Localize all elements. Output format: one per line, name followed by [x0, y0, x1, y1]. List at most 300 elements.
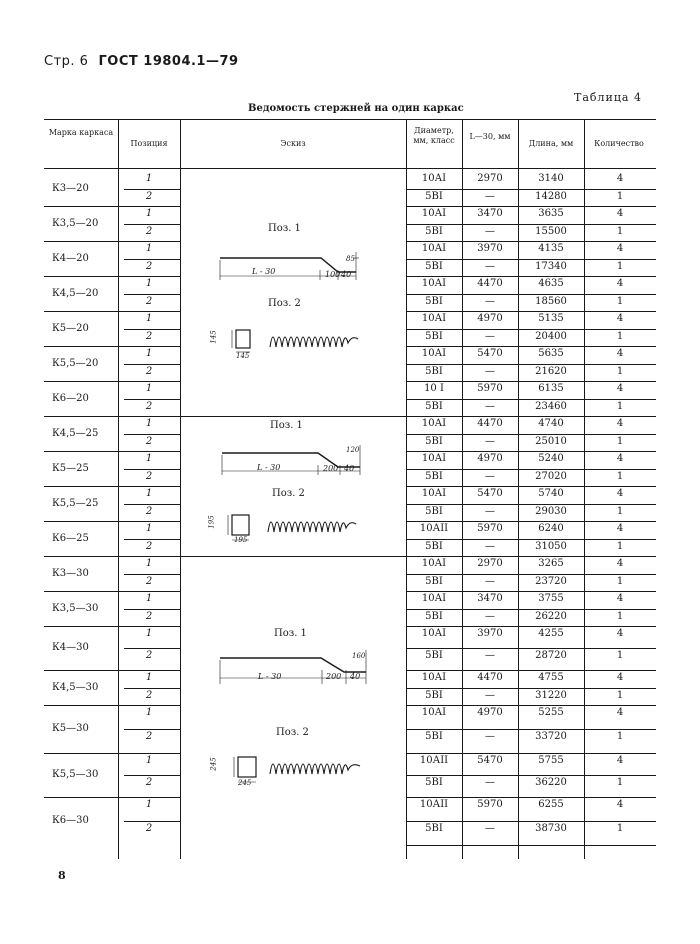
l30-cell: 4970 [477, 313, 503, 324]
row-rule [44, 797, 180, 798]
l30-cell: — [485, 295, 495, 307]
frame-mark: К6—25 [52, 532, 89, 544]
position-cell: 2 [145, 540, 153, 552]
length-cell: 4635 [538, 278, 564, 289]
header-l30: L—30, мм [469, 132, 511, 141]
length-cell: 33720 [535, 731, 567, 742]
page-prefix: Стр. 6 [44, 54, 89, 69]
diameter-cell: 5ВI [425, 365, 443, 377]
l30-cell: 3970 [477, 628, 503, 639]
sketch3-length-label: L - 30 [258, 672, 282, 681]
diameter-cell: 5ВI [425, 190, 443, 202]
l30-cell: — [485, 190, 495, 202]
length-cell: 6255 [538, 799, 564, 810]
position-cell: 1 [145, 558, 153, 569]
quantity-cell: 1 [616, 823, 624, 834]
position-cell: 1 [145, 523, 153, 534]
length-cell: 18560 [535, 295, 567, 307]
row-rule [44, 276, 180, 277]
diameter-cell: 5ВI [425, 260, 443, 272]
position-cell: 2 [145, 400, 153, 412]
length-cell: 6135 [538, 383, 564, 394]
diameter-cell: 5ВI [425, 777, 443, 788]
l30-cell: — [485, 650, 495, 661]
row-rule [406, 276, 656, 277]
sketch3-spiral [220, 752, 380, 794]
frame-mark: К4,5—25 [52, 427, 99, 439]
l30-cell: 5970 [477, 523, 503, 534]
sketch3-end-length: 40 [350, 672, 361, 681]
length-cell: 21620 [535, 365, 567, 377]
quantity-cell: 1 [616, 470, 624, 482]
quantity-cell: 1 [616, 400, 624, 412]
quantity-cell: 1 [616, 575, 624, 587]
l30-cell: — [485, 260, 495, 272]
diameter-cell: 5ВI [425, 225, 443, 237]
diameter-cell: 5ВI [425, 540, 443, 552]
row-rule [406, 775, 656, 776]
position-cell: 2 [145, 731, 153, 742]
diameter-cell: 10АII [419, 755, 449, 766]
sketch2-end-length: 40 [344, 464, 355, 473]
row-rule [406, 539, 656, 540]
row-rule [44, 451, 180, 452]
length-cell: 14280 [535, 190, 567, 202]
l30-cell: 3470 [477, 208, 503, 219]
frame-mark: К4,5—30 [52, 681, 99, 693]
quantity-cell: 1 [616, 190, 624, 202]
table-label: Таблица 4 [574, 91, 642, 104]
row-rule [406, 504, 656, 505]
quantity-cell: 1 [616, 225, 624, 237]
row-rule [124, 259, 180, 260]
quantity-cell: 4 [616, 383, 624, 394]
quantity-cell: 1 [616, 731, 624, 742]
length-cell: 5255 [538, 707, 564, 718]
frame-mark: К5,5—20 [52, 357, 99, 369]
row-rule [44, 206, 180, 207]
row-rule [406, 670, 656, 671]
row-rule [406, 729, 656, 730]
sketch3-pos2-label: Поз. 2 [276, 727, 309, 738]
row-rule [124, 821, 180, 822]
diameter-cell: 5ВI [425, 295, 443, 307]
row-rule [406, 609, 656, 610]
row-rule [124, 399, 180, 400]
l30-cell: — [485, 610, 495, 622]
row-rule [406, 329, 656, 330]
row-rule [406, 688, 656, 689]
row-rule [44, 670, 180, 671]
length-cell: 4755 [538, 672, 564, 683]
length-cell: 31220 [535, 689, 567, 701]
row-rule [406, 364, 656, 365]
sketch2-bend-length: 200 [323, 464, 339, 473]
row-rule [406, 626, 656, 627]
position-cell: 1 [145, 418, 153, 429]
diameter-cell: 10АII [419, 523, 449, 534]
row-rule [44, 381, 180, 382]
row-rule [406, 591, 656, 592]
row-rule [124, 224, 180, 225]
row-rule [406, 189, 656, 190]
frame-mark: К4—30 [52, 642, 89, 653]
quantity-cell: 1 [616, 650, 624, 661]
l30-cell: — [485, 575, 495, 587]
length-cell: 25010 [535, 435, 567, 447]
position-cell: 1 [145, 628, 153, 639]
row-rule [406, 241, 656, 242]
diameter-cell: 5ВI [425, 330, 443, 342]
diameter-cell: 10АI [421, 672, 447, 683]
row-rule [44, 521, 180, 522]
length-cell: 20400 [535, 330, 567, 342]
quantity-cell: 4 [616, 672, 624, 683]
position-cell: 1 [145, 707, 153, 718]
length-cell: 38730 [535, 823, 567, 834]
l30-cell: 2970 [477, 558, 503, 569]
position-cell: 2 [145, 777, 153, 788]
row-rule [406, 486, 656, 487]
row-rule [406, 346, 656, 347]
length-cell: 17340 [535, 260, 567, 272]
position-cell: 2 [145, 650, 153, 661]
header-quantity: Количество [594, 139, 644, 148]
row-rule [406, 399, 656, 400]
sketch1-end-length: 40 [341, 270, 352, 279]
row-rule [44, 311, 180, 312]
l30-cell: — [485, 470, 495, 482]
l30-cell: 5970 [477, 383, 503, 394]
l30-cell: — [485, 400, 495, 412]
frame-mark: К3,5—20 [52, 217, 99, 229]
quantity-cell: 1 [616, 540, 624, 552]
row-rule [406, 311, 656, 312]
diameter-cell: 5ВI [425, 400, 443, 412]
quantity-cell: 4 [616, 453, 624, 464]
row-rule [406, 574, 656, 575]
quantity-cell: 4 [616, 208, 624, 219]
diameter-cell: 10АI [421, 593, 447, 604]
row-rule [124, 294, 180, 295]
l30-cell: — [485, 540, 495, 552]
diameter-cell: 10АI [421, 243, 447, 254]
sketch2-pos1-label: Поз. 1 [270, 420, 303, 431]
position-cell: 2 [145, 470, 153, 482]
sketch1-pos1-label: Поз. 1 [268, 223, 301, 234]
row-rule [406, 434, 656, 435]
diameter-cell: 5ВI [425, 575, 443, 587]
diameter-cell: 10АI [421, 558, 447, 569]
length-cell: 28720 [535, 650, 567, 661]
l30-cell: 3470 [477, 593, 503, 604]
position-cell: 1 [145, 173, 153, 184]
standard-number: ГОСТ 19804.1—79 [98, 54, 239, 69]
row-rule [406, 705, 656, 706]
row-rule [406, 381, 656, 382]
length-cell: 5635 [538, 348, 564, 359]
sketch1-height: 85 [346, 255, 355, 263]
frame-mark: К3,5—30 [52, 602, 99, 614]
quantity-cell: 1 [616, 365, 624, 377]
sketch3-square-height: 245 [209, 757, 218, 771]
quantity-cell: 1 [616, 689, 624, 701]
quantity-cell: 4 [616, 173, 624, 184]
frame-mark: К5—30 [52, 723, 89, 734]
header-diameter: Диаметр, мм, класс [413, 126, 455, 145]
row-rule [44, 705, 180, 706]
page-number: 8 [58, 869, 66, 882]
table-header-rule [44, 168, 656, 169]
row-rule [124, 609, 180, 610]
header-sketch: Эскиз [280, 139, 306, 148]
table-title: Ведомость стержней на один каркас [248, 103, 464, 114]
length-cell: 3635 [538, 208, 564, 219]
quantity-cell: 1 [616, 777, 624, 788]
position-cell: 1 [145, 593, 153, 604]
position-cell: 1 [145, 488, 153, 499]
l30-cell: 2970 [477, 173, 503, 184]
length-cell: 27020 [535, 470, 567, 482]
position-cell: 2 [145, 505, 153, 517]
position-cell: 2 [145, 575, 153, 587]
sketch2-length-label: L - 30 [257, 463, 281, 472]
position-cell: 1 [145, 348, 153, 359]
position-cell: 2 [145, 225, 153, 237]
position-cell: 1 [145, 799, 153, 810]
l30-cell: — [485, 225, 495, 237]
quantity-cell: 1 [616, 330, 624, 342]
length-cell: 36220 [535, 777, 567, 788]
sketch3-height: 160 [352, 652, 366, 660]
length-cell: 3140 [538, 173, 564, 184]
header-length: Длина, мм [528, 139, 574, 148]
row-rule [44, 626, 180, 627]
length-cell: 4740 [538, 418, 564, 429]
quantity-cell: 1 [616, 505, 624, 517]
diameter-cell: 10АI [421, 208, 447, 219]
diameter-cell: 5ВI [425, 610, 443, 622]
row-rule [124, 648, 180, 649]
sketch3-pos1-label: Поз. 1 [274, 628, 307, 639]
frame-mark: К5—20 [52, 322, 89, 334]
diameter-cell: 10АI [421, 313, 447, 324]
position-cell: 1 [145, 313, 153, 324]
diameter-cell: 10АI [421, 453, 447, 464]
position-cell: 2 [145, 295, 153, 307]
row-rule [44, 416, 656, 417]
l30-cell: — [485, 731, 495, 742]
length-cell: 3755 [538, 593, 564, 604]
row-rule [44, 486, 180, 487]
length-cell: 29030 [535, 505, 567, 517]
l30-cell: — [485, 689, 495, 701]
position-cell: 1 [145, 672, 153, 683]
row-rule [406, 648, 656, 649]
length-cell: 15500 [535, 225, 567, 237]
quantity-cell: 4 [616, 593, 624, 604]
length-cell: 3265 [538, 558, 564, 569]
l30-cell: — [485, 823, 495, 834]
row-rule [406, 294, 656, 295]
position-cell: 2 [145, 823, 153, 834]
l30-cell: — [485, 435, 495, 447]
row-rule [406, 797, 656, 798]
length-cell: 31050 [535, 540, 567, 552]
quantity-cell: 4 [616, 523, 624, 534]
quantity-cell: 4 [616, 488, 624, 499]
frame-mark: К5,5—30 [52, 769, 99, 780]
position-cell: 2 [145, 365, 153, 377]
frame-mark: К4,5—20 [52, 287, 99, 299]
row-rule [44, 556, 656, 557]
row-rule [406, 521, 656, 522]
frame-mark: К6—30 [52, 815, 89, 826]
l30-cell: 5970 [477, 799, 503, 810]
quantity-cell: 4 [616, 278, 624, 289]
sketch2-spiral [218, 510, 378, 550]
length-cell: 26220 [535, 610, 567, 622]
l30-cell: 4470 [477, 418, 503, 429]
quantity-cell: 1 [616, 610, 624, 622]
position-cell: 2 [145, 435, 153, 447]
length-cell: 23460 [535, 400, 567, 412]
diameter-cell: 5ВI [425, 505, 443, 517]
row-rule [124, 729, 180, 730]
diameter-cell: 10 I [424, 383, 444, 394]
quantity-cell: 4 [616, 799, 624, 810]
length-cell: 23720 [535, 575, 567, 587]
position-cell: 2 [145, 610, 153, 622]
row-rule [44, 591, 180, 592]
quantity-cell: 1 [616, 435, 624, 447]
sketch2-height: 120 [346, 446, 360, 454]
row-rule [124, 775, 180, 776]
quantity-cell: 1 [616, 260, 624, 272]
diameter-cell: 5ВI [425, 435, 443, 447]
length-cell: 6240 [538, 523, 564, 534]
row-rule [124, 504, 180, 505]
position-cell: 1 [145, 208, 153, 219]
frame-mark: К4—20 [52, 252, 89, 264]
quantity-cell: 4 [616, 755, 624, 766]
diameter-cell: 10АI [421, 628, 447, 639]
row-rule [124, 434, 180, 435]
diameter-cell: 10АII [419, 799, 449, 810]
row-rule [44, 753, 180, 754]
length-cell: 4135 [538, 243, 564, 254]
diameter-cell: 10АI [421, 173, 447, 184]
diameter-cell: 10АI [421, 488, 447, 499]
quantity-cell: 4 [616, 243, 624, 254]
diameter-cell: 10АI [421, 418, 447, 429]
frame-mark: К6—20 [52, 392, 89, 404]
l30-cell: 4970 [477, 707, 503, 718]
diameter-cell: 10АI [421, 348, 447, 359]
diameter-cell: 5ВI [425, 470, 443, 482]
page-header [44, 54, 239, 69]
diameter-cell: 5ВI [425, 689, 443, 701]
quantity-cell: 4 [616, 348, 624, 359]
l30-cell: 4470 [477, 278, 503, 289]
row-rule [124, 364, 180, 365]
row-rule [124, 189, 180, 190]
quantity-cell: 4 [616, 628, 624, 639]
row-rule [406, 224, 656, 225]
sketch2-square-width: 195 [234, 536, 248, 544]
quantity-cell: 1 [616, 295, 624, 307]
sketch1-pos2-label: Поз. 2 [268, 298, 301, 309]
sketch1-bend-length: 100 [325, 270, 341, 279]
quantity-cell: 4 [616, 418, 624, 429]
diameter-cell: 5ВI [425, 731, 443, 742]
l30-cell: — [485, 777, 495, 788]
row-rule [124, 469, 180, 470]
diameter-cell: 10АI [421, 707, 447, 718]
length-cell: 4255 [538, 628, 564, 639]
sketch2-pos2-label: Поз. 2 [272, 488, 305, 499]
frame-mark: К3—30 [52, 567, 89, 579]
header-position: Позиция [130, 139, 168, 148]
quantity-cell: 4 [616, 707, 624, 718]
position-cell: 1 [145, 755, 153, 766]
diameter-cell: 5ВI [425, 650, 443, 661]
l30-cell: — [485, 365, 495, 377]
position-cell: 1 [145, 243, 153, 254]
row-rule [124, 574, 180, 575]
header-mark: Марка каркаса [48, 128, 114, 137]
position-cell: 1 [145, 453, 153, 464]
l30-cell: 5470 [477, 755, 503, 766]
length-cell: 5755 [538, 755, 564, 766]
l30-cell: 4970 [477, 453, 503, 464]
sketch1-square-width: 145 [236, 352, 250, 360]
row-rule [124, 329, 180, 330]
row-rule [406, 259, 656, 260]
frame-mark: К5,5—25 [52, 497, 99, 509]
position-cell: 2 [145, 190, 153, 202]
l30-cell: 5470 [477, 348, 503, 359]
quantity-cell: 4 [616, 558, 624, 569]
frame-mark: К5—25 [52, 462, 89, 474]
position-cell: 2 [145, 330, 153, 342]
row-rule [406, 206, 656, 207]
row-rule [406, 845, 656, 846]
row-rule [124, 688, 180, 689]
row-rule [406, 451, 656, 452]
sketch1-length-label: L - 30 [252, 267, 276, 276]
diameter-cell: 10АI [421, 278, 447, 289]
l30-cell: 3970 [477, 243, 503, 254]
length-cell: 5740 [538, 488, 564, 499]
length-cell: 5240 [538, 453, 564, 464]
diameter-cell: 5ВI [425, 823, 443, 834]
row-rule [406, 821, 656, 822]
position-cell: 2 [145, 260, 153, 272]
quantity-cell: 4 [616, 313, 624, 324]
sketch1-square-height: 145 [209, 330, 218, 344]
position-cell: 1 [145, 383, 153, 394]
row-rule [124, 539, 180, 540]
l30-cell: — [485, 330, 495, 342]
l30-cell: 5470 [477, 488, 503, 499]
table-top-rule [44, 119, 656, 120]
frame-mark: К3—20 [52, 182, 89, 194]
row-rule [44, 241, 180, 242]
length-cell: 5135 [538, 313, 564, 324]
l30-cell: — [485, 505, 495, 517]
col-divider [180, 119, 181, 859]
